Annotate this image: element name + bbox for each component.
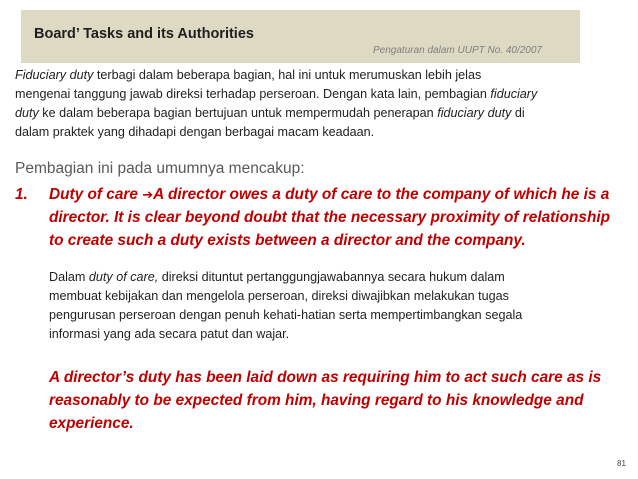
quote-line: experience. (49, 415, 134, 432)
term-duty: duty (15, 106, 39, 120)
slide-title: Board’ Tasks and its Authorities (34, 26, 254, 42)
quote-paragraph (49, 366, 629, 435)
intro-line: Fiduciary duty terbagi dalam beberapa bagian, hal ini untuk merumuskan lebih jelas (15, 68, 482, 82)
intro-line: duty ke dalam beberapa bagian bertujuan untuk mempermudah penerapan fiduciary duty di (15, 106, 525, 120)
quote-line: A director’s duty has been laid down as requiring him to act such care as is (49, 369, 602, 386)
item-line: director. It is clear beyond doubt that the necessary proximity of relationship (49, 209, 611, 226)
para-line: membuat kebijakan dan mengelola perseroan, direksi diwajibkan melakukan tugas (49, 289, 509, 303)
intro-line: dalam praktek yang dihadapi dengan berbagai macam keadaan. (15, 125, 375, 139)
source-reference: Pengaturan dalam UUPT No. 40/2007 (373, 45, 542, 56)
para-line: Dalam duty of care, direksi dituntut pertanggungjawabannya secara hukum dalam (49, 270, 505, 284)
term-duty-of-care: duty of care, (88, 270, 159, 284)
item-line: Duty of care ➔A director owes a duty of care to the company of which he is a (49, 186, 610, 203)
intro-paragraph (15, 66, 625, 142)
para-line: informasi yang ada secara patut dan wajar. (49, 327, 290, 341)
term-fiduciary-duty: Fiduciary duty (15, 68, 94, 82)
explanation-paragraph (49, 268, 619, 344)
list-item-body (49, 183, 634, 252)
term-fiduciary-duty: fiduciary duty (437, 106, 512, 120)
para-line: pengurusan perseroan dengan penuh kehati-hatian serta mempertimbangkan segala (49, 308, 523, 322)
subheading: Pembagian ini pada umumnya mencakup: (15, 160, 305, 177)
quote-line: reasonably to be expected from him, having regard to his knowledge and (49, 392, 584, 409)
item-line: to create such a duty exists between a director and the company. (49, 232, 526, 249)
term-duty-of-care: Duty of care (49, 186, 143, 203)
page-number: 81 (617, 459, 626, 468)
term-fiduciary: fiduciary (490, 87, 538, 101)
arrow-right-icon: ➔ (142, 187, 154, 202)
list-number: 1. (15, 186, 28, 203)
intro-line: mengenai tanggung jawab direksi terhadap perseroan. Dengan kata lain, pembagian fiduciary (15, 87, 538, 101)
